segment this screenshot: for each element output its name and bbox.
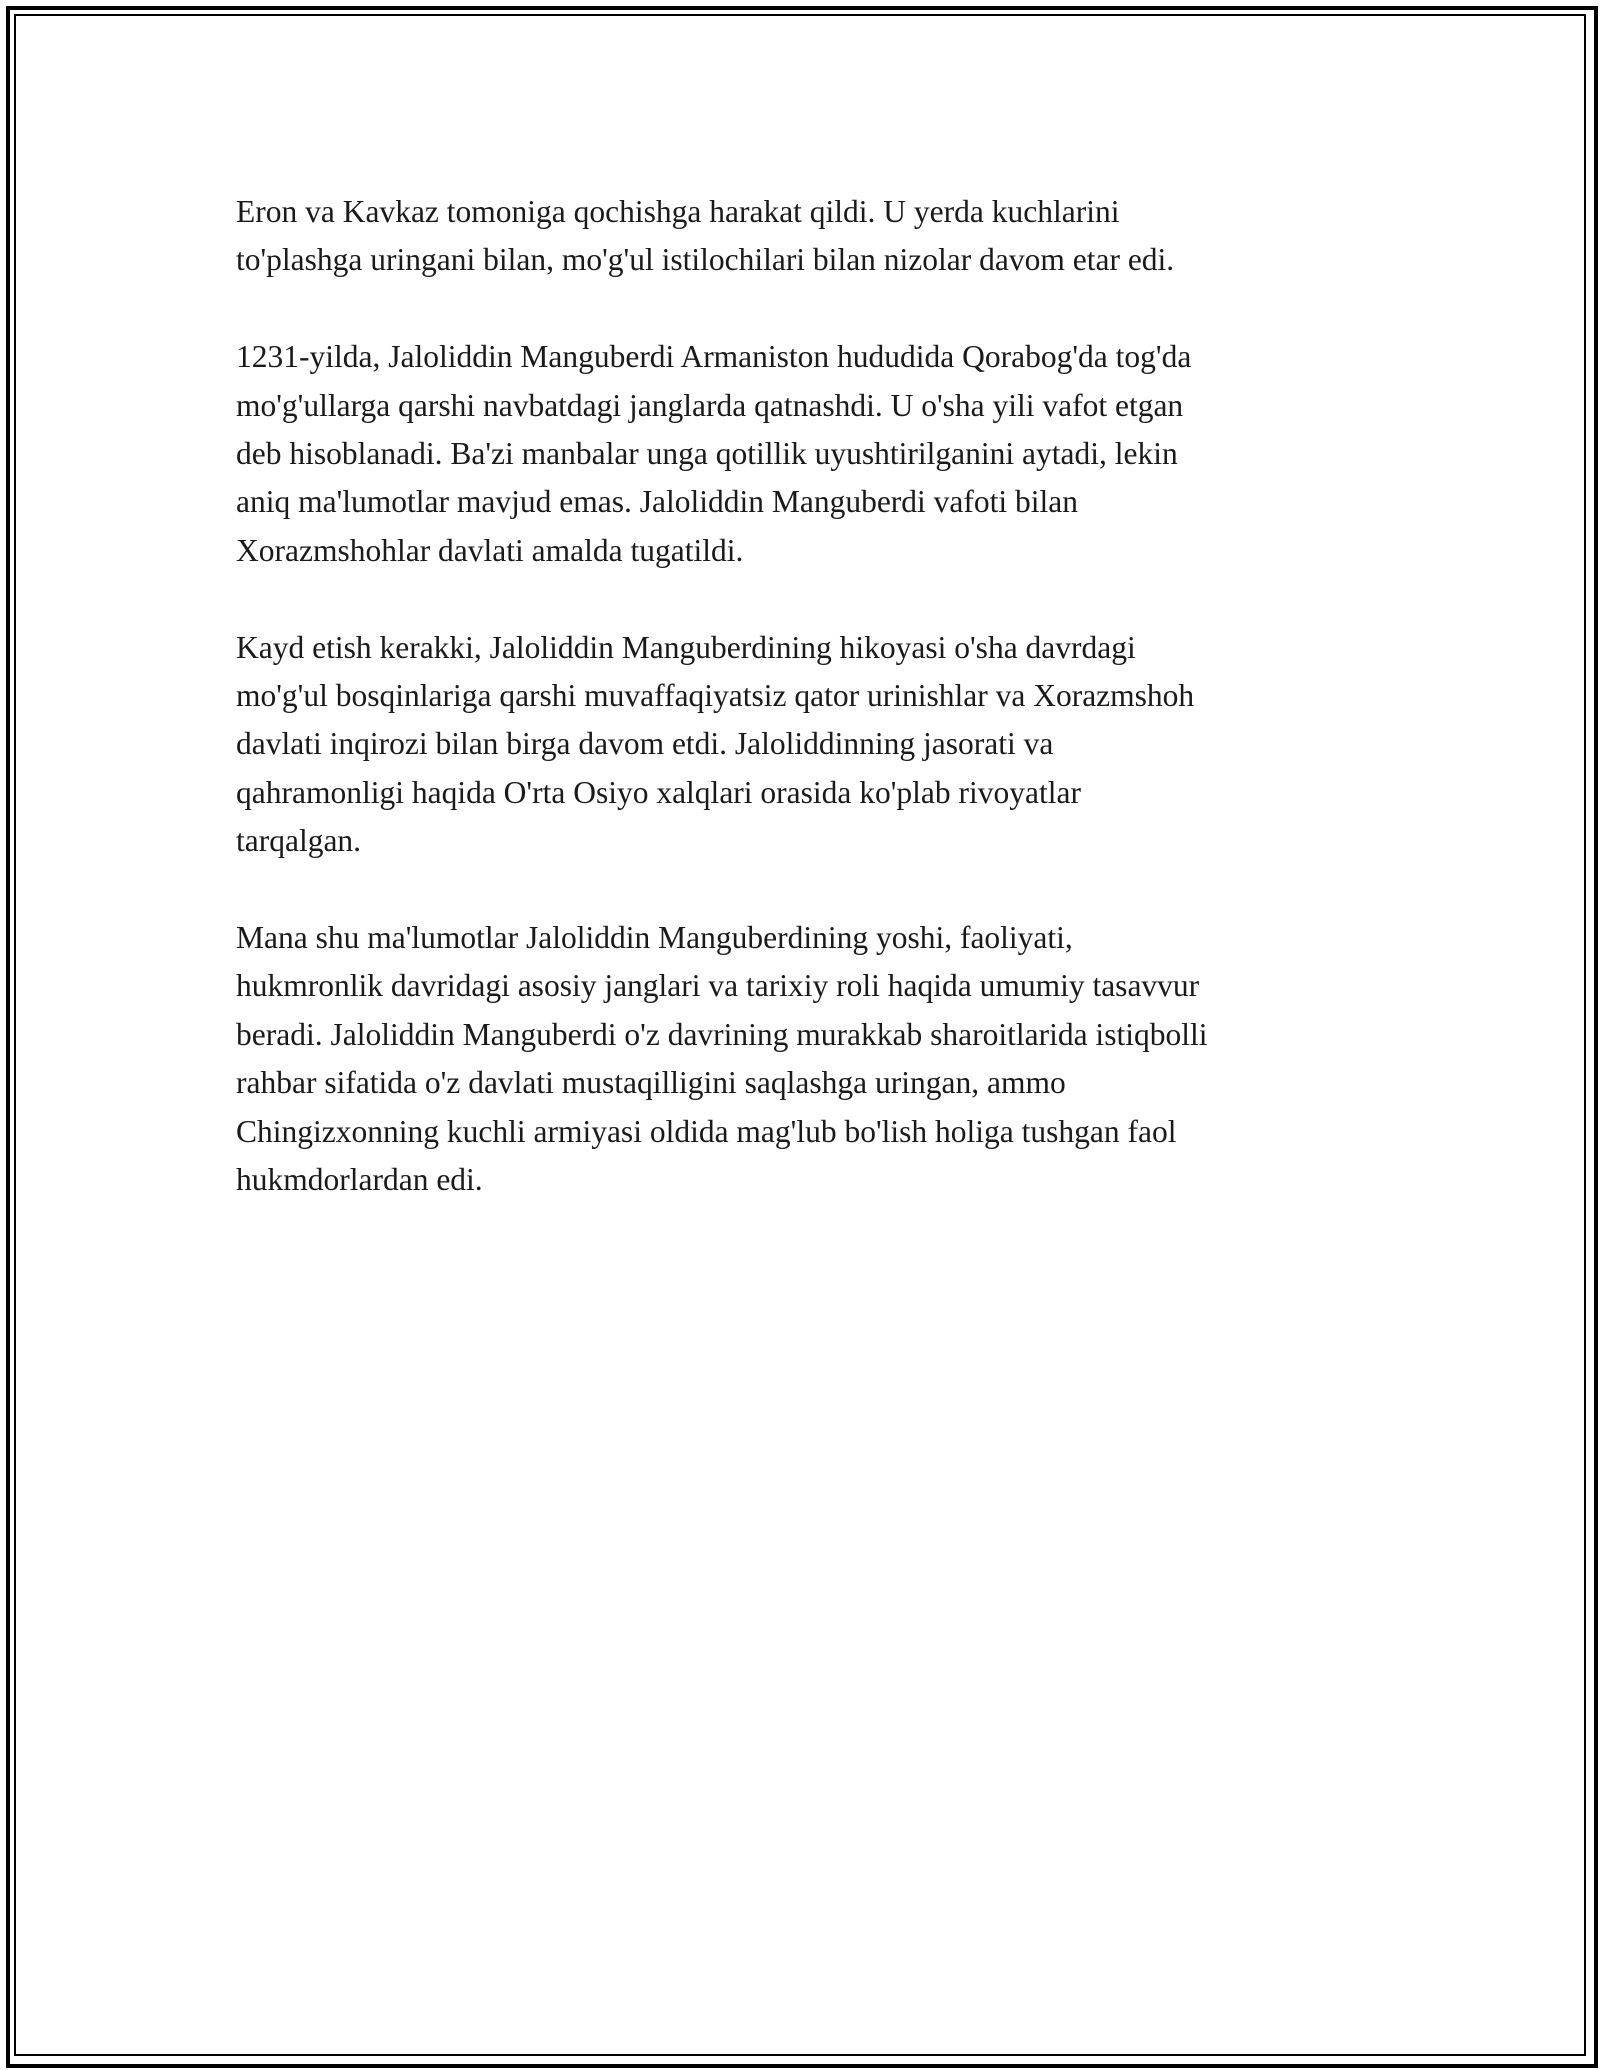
document-body (236, 188, 1386, 1253)
paragraph-2 (236, 333, 1386, 575)
text-line: Kayd etish kerakki, Jaloliddin Manguberdining hikoyasi o'sha davrdagi (236, 629, 1136, 665)
text-line: beradi. Jaloliddin Manguberdi o'z davrining murakkab sharoitlarida istiqbolli (236, 1016, 1208, 1052)
text-line: mo'g'ul bosqinlariga qarshi muvaffaqiyatsiz qator urinishlar va Xorazmshoh (236, 678, 1195, 714)
text-line: Eron va Kavkaz tomoniga qochishga harakat qildi. U yerda kuchlarini (236, 194, 1120, 229)
text-line: hukmdorlardan edi. (236, 1162, 483, 1198)
text-line: Chingizxonning kuchli armiyasi oldida mag'lub bo'lish holiga tushgan faol (236, 1113, 1177, 1149)
text-line: qahramonligi haqida O'rta Osiyo xalqlari orasida ko'plab rivoyatlar (236, 774, 1081, 810)
text-line: Xorazmshohlar davlati amalda tugatildi. (236, 532, 744, 568)
text-line: tarqalgan. (236, 823, 362, 859)
text-line: aniq ma'lumotlar mavjud emas. Jaloliddin Manguberdi vafoti bilan (236, 484, 1078, 520)
text-line: rahbar sifatida o'z davlati mustaqilligini saqlashga uringan, ammo (236, 1065, 1066, 1101)
text-line: to'plashga uringani bilan, mo'g'ul istilochilari bilan nizolar davom etar edi. (236, 242, 1175, 278)
paragraph-3 (236, 624, 1386, 866)
paragraph-4 (236, 914, 1386, 1204)
text-line: 1231-yilda, Jaloliddin Manguberdi Armaniston hududida Qorabog'da tog'da (236, 339, 1192, 375)
text-line: deb hisoblanadi. Ba'zi manbalar unga qotillik uyushtirilganini aytadi, lekin (236, 436, 1178, 472)
text-line: Mana shu ma'lumotlar Jaloliddin Manguberdining yoshi, faoliyati, (236, 920, 1073, 956)
text-line: mo'g'ullarga qarshi navbatdagi janglarda qatnashdi. U o'sha yili vafot etgan (236, 387, 1184, 423)
text-line: hukmronlik davridagi asosiy janglari va tarixiy roli haqida umumiy tasavvur (236, 968, 1200, 1004)
paragraph-1 (236, 188, 1386, 285)
text-line: davlati inqirozi bilan birga davom etdi. Jaloliddinning jasorati va (236, 726, 1054, 762)
